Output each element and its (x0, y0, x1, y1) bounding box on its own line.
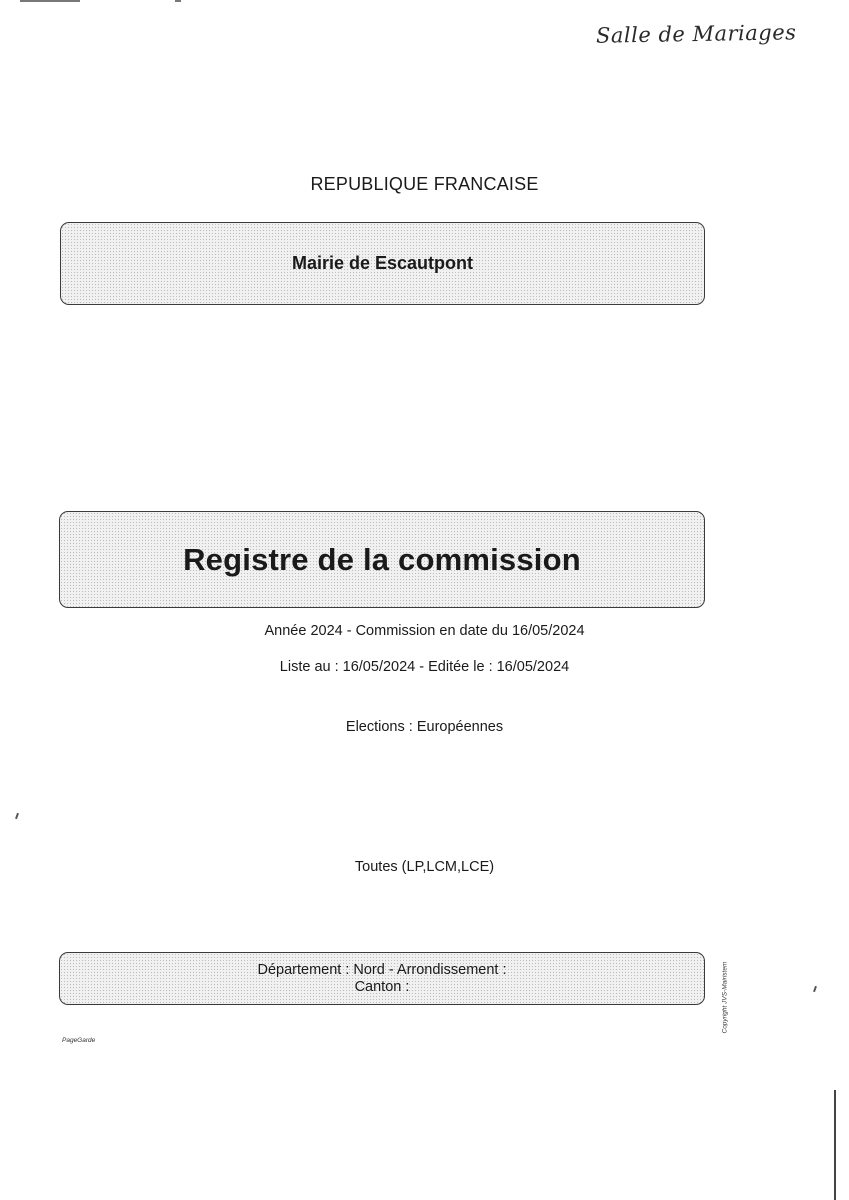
page-label: PageGarde (62, 1037, 96, 1044)
canton-line: Canton : (354, 979, 410, 995)
mairie-name: Mairie de Escautpont (291, 253, 474, 273)
mairie-box (60, 222, 705, 305)
department-line: Département : Nord - Arrondissement : (257, 962, 507, 978)
scan-artifact (813, 986, 817, 992)
elections-line: Elections : Européennes (345, 719, 504, 735)
document-title: Registre de la commission (183, 542, 581, 577)
handwritten-note: Salle de Mariages (595, 20, 797, 48)
lists-scope-line: Toutes (LP,LCM,LCE) (354, 859, 495, 875)
list-date-line: Liste au : 16/05/2024 - Editée le : 16/05/2024 (279, 659, 570, 675)
department-box (59, 952, 705, 1005)
country-heading: REPUBLIQUE FRANCAISE (310, 174, 539, 194)
commission-date-line: Année 2024 - Commission en date du 16/05/2024 (264, 623, 585, 639)
title-box (59, 511, 705, 608)
scan-artifact (20, 0, 80, 2)
scan-artifact (175, 0, 181, 2)
scan-artifact (15, 813, 19, 819)
scan-edge-line (834, 1090, 836, 1200)
copyright-note: Copyright JVS-Mairistem (721, 961, 729, 1034)
